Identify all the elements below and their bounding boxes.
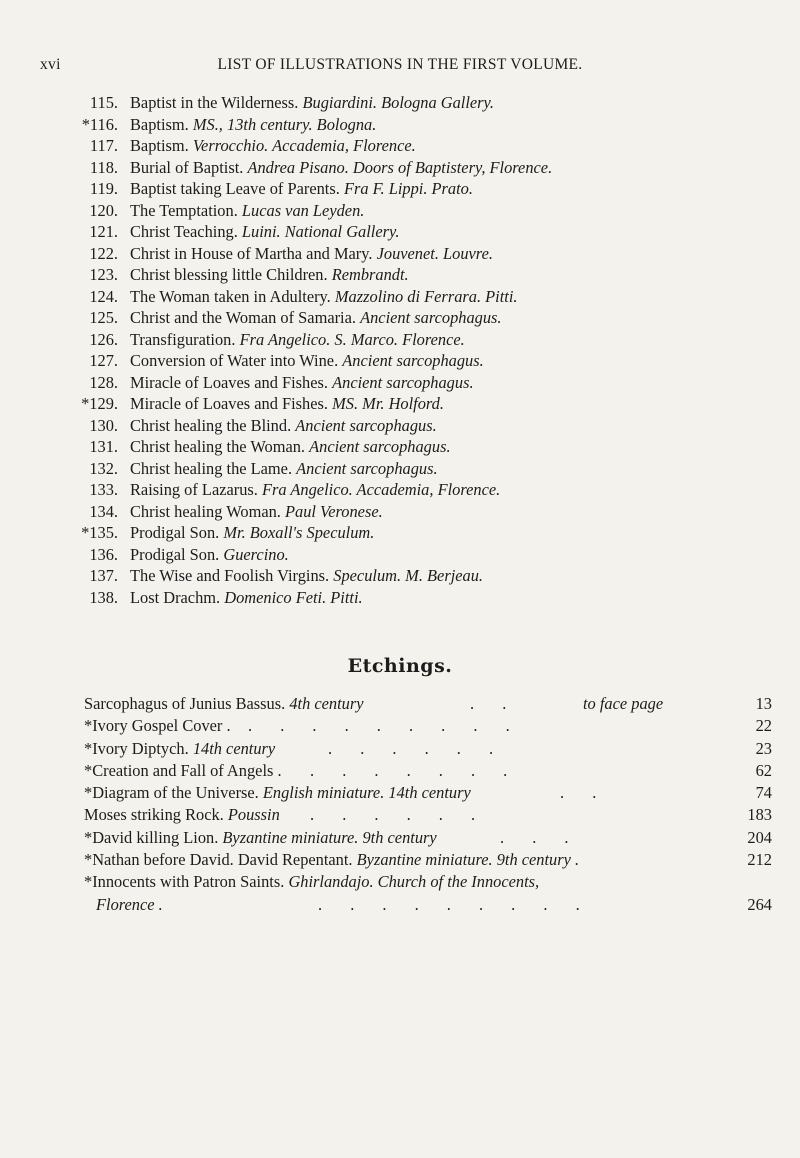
etching-page-number: 62 — [755, 760, 772, 780]
leader-dots: . . . . . . . — [310, 760, 508, 780]
etching-text — [84, 850, 579, 870]
item-source: Paul Veronese. — [285, 501, 383, 521]
item-text — [130, 416, 437, 436]
etching-text — [84, 828, 437, 848]
etchings-heading: Etchings. — [347, 655, 453, 677]
illustrations-list — [0, 93, 800, 609]
item-source: Domenico Feti. Pitti. — [224, 587, 363, 607]
etching-text — [84, 805, 280, 825]
etching-item — [0, 783, 800, 805]
list-item — [0, 265, 800, 287]
item-title: Christ healing the Woman. — [130, 437, 306, 456]
list-item — [0, 588, 800, 610]
list-item — [0, 373, 800, 395]
etching-text — [84, 716, 231, 736]
item-source: Bugiardini. Bologna Gallery. — [302, 93, 495, 112]
item-text — [130, 351, 484, 371]
item-text — [130, 201, 364, 221]
item-text — [130, 545, 289, 565]
item-title: The Wise and Foolish Virgins. — [130, 566, 330, 585]
face-page-label: to face page — [583, 694, 664, 713]
list-item — [0, 136, 800, 158]
item-number: 131. — [89, 437, 118, 456]
etching-text — [84, 872, 539, 892]
item-title: Miracle of Loaves and Fishes. — [130, 372, 329, 392]
item-title: Raising of Lazarus. — [130, 480, 258, 499]
list-item — [0, 394, 800, 416]
list-item — [0, 566, 800, 588]
item-number: 125. — [89, 308, 118, 327]
item-text — [130, 179, 473, 199]
leader-dots: . . . . . . — [310, 805, 476, 825]
item-title: Miracle of Loaves and Fishes. — [130, 394, 329, 413]
leader-dots: . . . . . . . . . — [248, 716, 510, 736]
item-number: 119. — [89, 179, 118, 198]
item-title: Prodigal Son. — [130, 544, 220, 564]
item-title: The Temptation. — [130, 200, 238, 220]
list-item — [0, 480, 800, 502]
item-text — [130, 136, 416, 156]
etching-item — [0, 828, 800, 850]
etching-item — [0, 694, 800, 716]
item-source: Fra Angelico. Accademia, Florence. — [262, 480, 501, 499]
leader-dots: . . — [470, 694, 507, 713]
item-number: 128. — [89, 372, 118, 392]
item-number: *135. — [81, 523, 118, 542]
etching-text — [84, 783, 471, 803]
list-item — [0, 459, 800, 481]
item-source: Verrocchio. Accademia, Florence. — [192, 136, 416, 155]
etching-title: *Creation and Fall of Angels . — [84, 760, 282, 780]
list-item — [0, 502, 800, 524]
item-title: Baptist in the Wilderness. — [130, 93, 299, 112]
page-number: xvi — [40, 56, 61, 73]
etching-page-number: 13 — [755, 694, 772, 713]
item-title: Conversion of Water into Wine. — [130, 351, 339, 370]
item-text — [130, 330, 465, 350]
etching-source: Ghirlandajo. Church of the Innocents, — [288, 872, 540, 892]
list-item — [0, 201, 800, 223]
etching-source: 14th century — [192, 738, 276, 758]
item-source: Rembrandt. — [331, 265, 409, 284]
item-source: MS., 13th century. Bologna. — [192, 114, 377, 134]
list-item — [0, 308, 800, 330]
etching-title: *Diagram of the Universe. — [84, 783, 259, 803]
item-number: 130. — [89, 415, 118, 435]
item-title: Burial of Baptist. — [130, 157, 244, 177]
item-number: 117. — [89, 136, 118, 155]
item-number: 134. — [89, 501, 118, 521]
item-title: Transfiguration. — [130, 329, 236, 349]
etching-item — [0, 716, 800, 738]
etching-item — [0, 895, 800, 917]
item-title: Christ healing the Blind. — [130, 415, 292, 435]
item-title: Christ healing Woman. — [130, 501, 281, 521]
list-item — [0, 93, 800, 115]
etching-source: Byzantine miniature. 9th century — [222, 827, 437, 847]
item-text — [130, 566, 483, 586]
item-title: Christ Teaching. — [130, 222, 238, 241]
item-title: Christ healing the Lame. — [130, 458, 293, 478]
item-text — [130, 222, 399, 242]
item-title: Lost Drachm. — [130, 587, 221, 607]
item-source: MS. Mr. Holford. — [332, 394, 444, 413]
list-item — [0, 179, 800, 201]
etching-item — [0, 761, 800, 783]
item-number: 115. — [89, 93, 118, 112]
etching-title: Moses striking Rock. — [84, 805, 224, 825]
etching-page-number: 264 — [747, 894, 772, 914]
page-header — [40, 56, 760, 78]
list-item — [0, 523, 800, 545]
item-source: Ancient sarcophagus. — [342, 351, 484, 370]
item-title: The Woman taken in Adultery. — [130, 286, 331, 306]
leader-dots: . . . . . . — [328, 738, 494, 758]
list-item — [0, 115, 800, 137]
item-number: 123. — [89, 265, 118, 284]
item-text — [130, 523, 374, 543]
item-number: 126. — [89, 329, 118, 349]
item-text — [130, 588, 363, 608]
etching-page-number: 74 — [755, 783, 772, 803]
etching-title: *Innocents with Patron Saints. — [84, 872, 285, 892]
item-number: 121. — [89, 222, 118, 241]
item-title: Christ and the Woman of Samaria. — [130, 308, 356, 327]
item-number: 138. — [89, 587, 118, 607]
item-text — [130, 480, 500, 500]
item-text — [130, 373, 474, 393]
etching-source: English miniature. 14th century — [262, 783, 471, 803]
item-source: Mazzolino di Ferrara. Pitti. — [334, 286, 518, 306]
leader-dots: . . . — [500, 827, 569, 847]
item-source: Mr. Boxall's Speculum. — [223, 523, 375, 542]
list-item — [0, 287, 800, 309]
item-text — [130, 158, 552, 178]
item-text — [130, 115, 376, 135]
item-text — [130, 502, 383, 522]
list-item — [0, 437, 800, 459]
item-text — [130, 265, 409, 285]
item-text — [130, 93, 494, 113]
item-source: Luini. National Gallery. — [241, 222, 400, 241]
item-text — [130, 459, 438, 479]
item-title: Baptism. — [130, 114, 189, 134]
etching-item — [0, 850, 800, 872]
list-item — [0, 158, 800, 180]
leader-dots: . . — [560, 783, 597, 803]
etching-page-number: 183 — [747, 805, 772, 825]
etchings-list — [0, 694, 800, 917]
list-item — [0, 351, 800, 373]
item-number: 118. — [89, 157, 118, 177]
item-number: 124. — [89, 286, 118, 306]
item-title: Baptist taking Leave of Parents. — [130, 179, 340, 198]
list-item — [0, 330, 800, 352]
list-item — [0, 222, 800, 244]
item-number: *116. — [81, 114, 118, 134]
item-source: Jouvenet. Louvre. — [376, 243, 493, 263]
item-number: *129. — [81, 394, 118, 413]
etching-page-number: 204 — [747, 827, 772, 847]
item-source: Andrea Pisano. Doors of Baptistery, Florence. — [247, 157, 553, 177]
item-number: 137. — [89, 566, 118, 585]
item-source: Fra Angelico. S. Marco. Florence. — [239, 329, 465, 349]
item-source: Ancient sarcophagus. — [295, 415, 437, 435]
item-source: Lucas van Leyden. — [241, 200, 365, 220]
item-number: 132. — [89, 458, 118, 478]
item-source: Guercino. — [223, 544, 289, 564]
item-source: Ancient sarcophagus. — [360, 308, 502, 327]
etching-source: 4th century — [289, 694, 364, 713]
item-text — [130, 287, 517, 307]
list-item — [0, 416, 800, 438]
item-source: Ancient sarcophagus. — [296, 458, 438, 478]
etching-page-number: 23 — [755, 738, 772, 758]
list-item — [0, 244, 800, 266]
item-source: Ancient sarcophagus. — [332, 372, 474, 392]
item-text — [130, 244, 493, 264]
running-title: LIST OF ILLUSTRATIONS IN THE FIRST VOLUME. — [217, 56, 583, 73]
item-title: Christ blessing little Children. — [130, 265, 328, 284]
item-text — [130, 308, 502, 328]
etching-title: *Nathan before David. David Repentant. — [84, 850, 353, 870]
etching-page-number: 212 — [747, 850, 772, 870]
etching-title: *David killing Lion. — [84, 827, 219, 847]
item-number: 136. — [89, 544, 118, 564]
list-item — [0, 545, 800, 567]
etching-title: Sarcophagus of Junius Bassus. — [84, 694, 286, 713]
etching-source: Byzantine miniature. 9th century . — [356, 850, 580, 870]
item-number: 122. — [89, 243, 118, 263]
etching-item — [0, 739, 800, 761]
etching-source: Poussin — [227, 805, 280, 825]
etching-item — [0, 872, 800, 894]
item-number: 120. — [89, 200, 118, 220]
item-source: Speculum. M. Berjeau. — [333, 566, 484, 585]
item-text — [130, 394, 444, 414]
etching-text — [84, 739, 275, 759]
item-title: Prodigal Son. — [130, 523, 220, 542]
etching-text — [84, 761, 282, 781]
etching-title: *Ivory Diptych. — [84, 738, 189, 758]
item-source: Fra F. Lippi. Prato. — [343, 179, 473, 198]
item-title: Christ in House of Martha and Mary. — [130, 243, 373, 263]
etching-text — [84, 694, 364, 714]
item-text — [130, 437, 451, 457]
item-number: 127. — [89, 351, 118, 370]
leader-dots: . . . . . . . . . — [318, 894, 580, 914]
item-number: 133. — [89, 480, 118, 499]
etching-text — [96, 895, 163, 915]
etching-title: *Ivory Gospel Cover . — [84, 716, 231, 736]
item-title: Baptism. — [130, 136, 189, 155]
etching-source: Florence . — [96, 894, 163, 914]
etching-page-number: 22 — [755, 716, 772, 736]
etching-item — [0, 805, 800, 827]
item-source: Ancient sarcophagus. — [309, 437, 451, 456]
